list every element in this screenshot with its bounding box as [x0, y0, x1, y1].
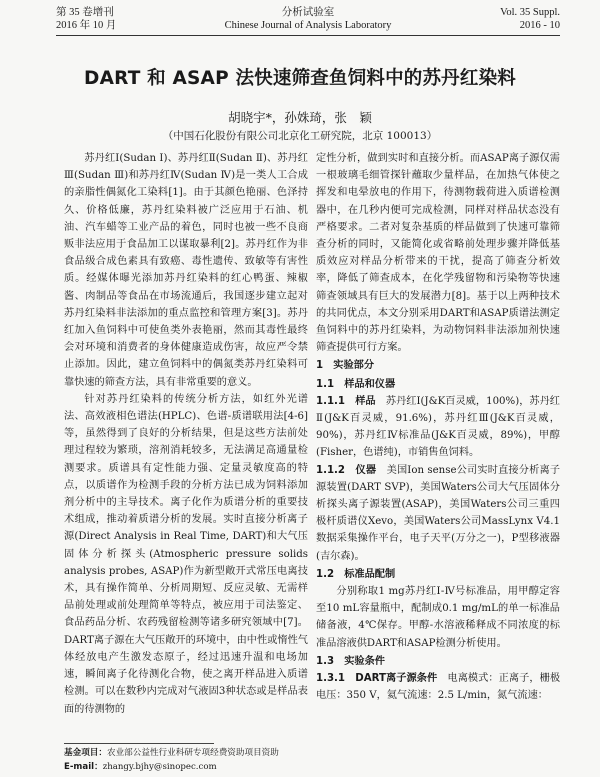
- subhead-samples: 1.1.1 样品: [316, 395, 376, 407]
- header-journal: [56, 6, 560, 32]
- email-link[interactable]: zhangy.bjhy@sinopec.com: [102, 762, 217, 772]
- left-column: [64, 150, 308, 718]
- subsection-heading-standards: 1.2 标准品配制: [316, 568, 396, 580]
- header-date-line: 2016 年 10 月: [56, 20, 117, 31]
- subsection-heading-conditions: 1.3 实验条件: [316, 655, 385, 667]
- funding-note: [64, 746, 308, 760]
- running-header: [56, 6, 560, 36]
- header-volume-line: 第 35 卷增刊: [56, 7, 114, 18]
- author-list: 胡晓宇*，孙姝琦，张 颖: [228, 110, 372, 125]
- paper-title: DART 和 ASAP 法快速筛查鱼饲料中的苏丹红染料: [84, 68, 516, 89]
- email-label: E-mail：: [64, 762, 103, 772]
- right-column: [316, 150, 560, 705]
- subhead-instruments: 1.1.2 仪器: [316, 464, 377, 476]
- subsection-heading-samples: 1.1 样品和仪器: [316, 378, 396, 390]
- intro-paragraph-1: 苏丹红Ⅰ(Sudan Ⅰ)、苏丹红Ⅱ(Sudan Ⅱ)、苏丹红Ⅲ(Sudan Ⅲ)和苏丹红Ⅳ(Sudan Ⅳ)是一类人工合成的亲脂性偶氮化工染料[1]。由于其颜色艳丽、色泽持久、价格低廉，苏丹红染料被广泛应用于石油、机油、汽车蜡等工业产品的着色，同时也被一些不良商贩非法应用于食品加工以谋取暴利[2]。苏丹红作为非食品级合成色素具有致癌、毒性遗传、致敏等有害性质。经媒体曝光添加苏丹红染料的红心鸭蛋、辣椒酱、肉制品等食品在市场流通后，我国逐步建立起对苏丹红染料非法添加的重点监控和管理方案[3]。苏丹红加入鱼饲料中可使鱼类外表艳丽，然而其毒性最终会对环境和消费者的身体健康造成伤害，故应严令禁止添加。因此，建立鱼饲料中的偶氮类苏丹红染料可靠快速的筛查方法，具有非常重要的意义。: [64, 153, 308, 388]
- instruments-text: 美国Ion sense公司实时直接分析离子源装置(DART SVP)，美国Waters公司大气压固体分析探头离子源装置(ASAP)，美国Waters公司三重四极杆质谱仪Xevo，美国Waters公司MassLynx V4.1数据采集操作平台，电子天平(万分之一)，P型移液器(吉尔森)。: [316, 464, 561, 562]
- footnote: [64, 743, 308, 774]
- funding-text: 农业部公益性行业科研专项经费资助项目资助: [106, 748, 279, 758]
- affiliation: （中国石化股份有限公司北京化工研究院，北京 100013）: [162, 130, 438, 142]
- paragraph-dart-conditions: [316, 670, 560, 704]
- header-issue: [500, 6, 560, 32]
- samples-text: 苏丹红Ⅰ(J&K百灵威，100%)，苏丹红Ⅱ(J&K百灵威，91.6%)，苏丹红Ⅲ(J&K百灵威，90%)，苏丹红Ⅳ标准品(J&K百灵威，89%)，甲醇(Fisher，色谱纯)，市销售鱼饲料。: [316, 395, 560, 459]
- paragraph-instruments: [316, 462, 560, 565]
- header-journal-cn: 分析试验室: [281, 7, 335, 18]
- subhead-dart-conditions: 1.3.1 DART离子源条件: [316, 673, 438, 685]
- dart-conditions-text: 电离模式：正离子，栅极电压：350 V，氦气流速：2.5 L/min，氮气流速：: [316, 673, 561, 702]
- email-note: [64, 760, 308, 774]
- header-issue-vol: Vol. 35 Suppl.: [500, 7, 560, 18]
- header-rule: [56, 35, 560, 36]
- intro-paragraph-continued: 定性分析，做到实时和直接分析。而ASAP离子源仅需一根玻璃毛细管探针蘸取少量样品，在加热气体使之挥发和电晕放电的作用下，待测物载荷进入质谱检测器中，在几秒内便可完成检测，同样对样品状态没有严格要求。二者对复杂基质的样品做到了快速可靠筛查分析的同时，又能简化或省略前处理步骤并降低基质效应对样品分析带来的干扰，提高了筛查分析效率，降低了筛查成本，在化学残留物和污染物等快速筛查领域具有巨大的发展潜力[8]。基于以上两种技术的共同优点，本文分别采用DART和ASAP质谱法测定鱼饲料中的苏丹红染料，为动物饲料非法添加剂快速筛查提供可行方案。: [316, 153, 560, 354]
- footnote-rule: [64, 743, 214, 744]
- funding-label: 基金项目：: [64, 748, 107, 758]
- paragraph-samples: [316, 393, 560, 462]
- header-issue-date: 2016 - 10: [519, 20, 560, 31]
- section-heading-experimental: 1 实验部分: [316, 360, 375, 372]
- header-journal-en: Chinese Journal of Analysis Laboratory: [224, 20, 392, 31]
- intro-paragraph-2: 针对苏丹红染料的传统分析方法，如红外光谱法、高效液相色谱法(HPLC)、色谱-质谱联用法[4-6]等，虽然得到了良好的分析结果，但是这些方法前处理过程较为繁琐，溶剂消耗较多，无法满足高通量检测要求。质谱具有定性能力强、定量灵敏度高的特点，以质谱作为检测手段的分析方法已成为饲料添加剂分析中的主导技术。离子化作为质谱分析的重要技术组成，推动着质谱分析的发展。实时直接分析离子源(Direct Analysis in Real Time, DART)和大气压固体分析探头(Atmospheric pressure solids analysis probes, ASAP)作为新型敞开式常压电离技术，具有操作简单、分析周期短、反应灵敏、无需样品前处理或前处理简单等特点，被应用于司法鉴定、食品药品分析、农药残留检测等诸多研究领域中[7]。DART离子源在大气压敞开的环境中，由中性或惰性气体经放电产生激发态原子，经过迅速升温和电场加速，瞬间离子化待测化合物，使之离开样品进入质谱检测。可以在数秒内完成对气液固3种状态或是样品表面的待测物的: [64, 393, 308, 715]
- paragraph-standards: 分别称取1 mg苏丹红Ⅰ-Ⅳ号标准品，用甲醇定容至10 mL容量瓶中，配制成0.1 mg/mL的单一标准品储备液，4℃保存。甲醇-水溶液稀释成不同浓度的标准品溶液供DART和ASAP检测分析使用。: [316, 586, 560, 649]
